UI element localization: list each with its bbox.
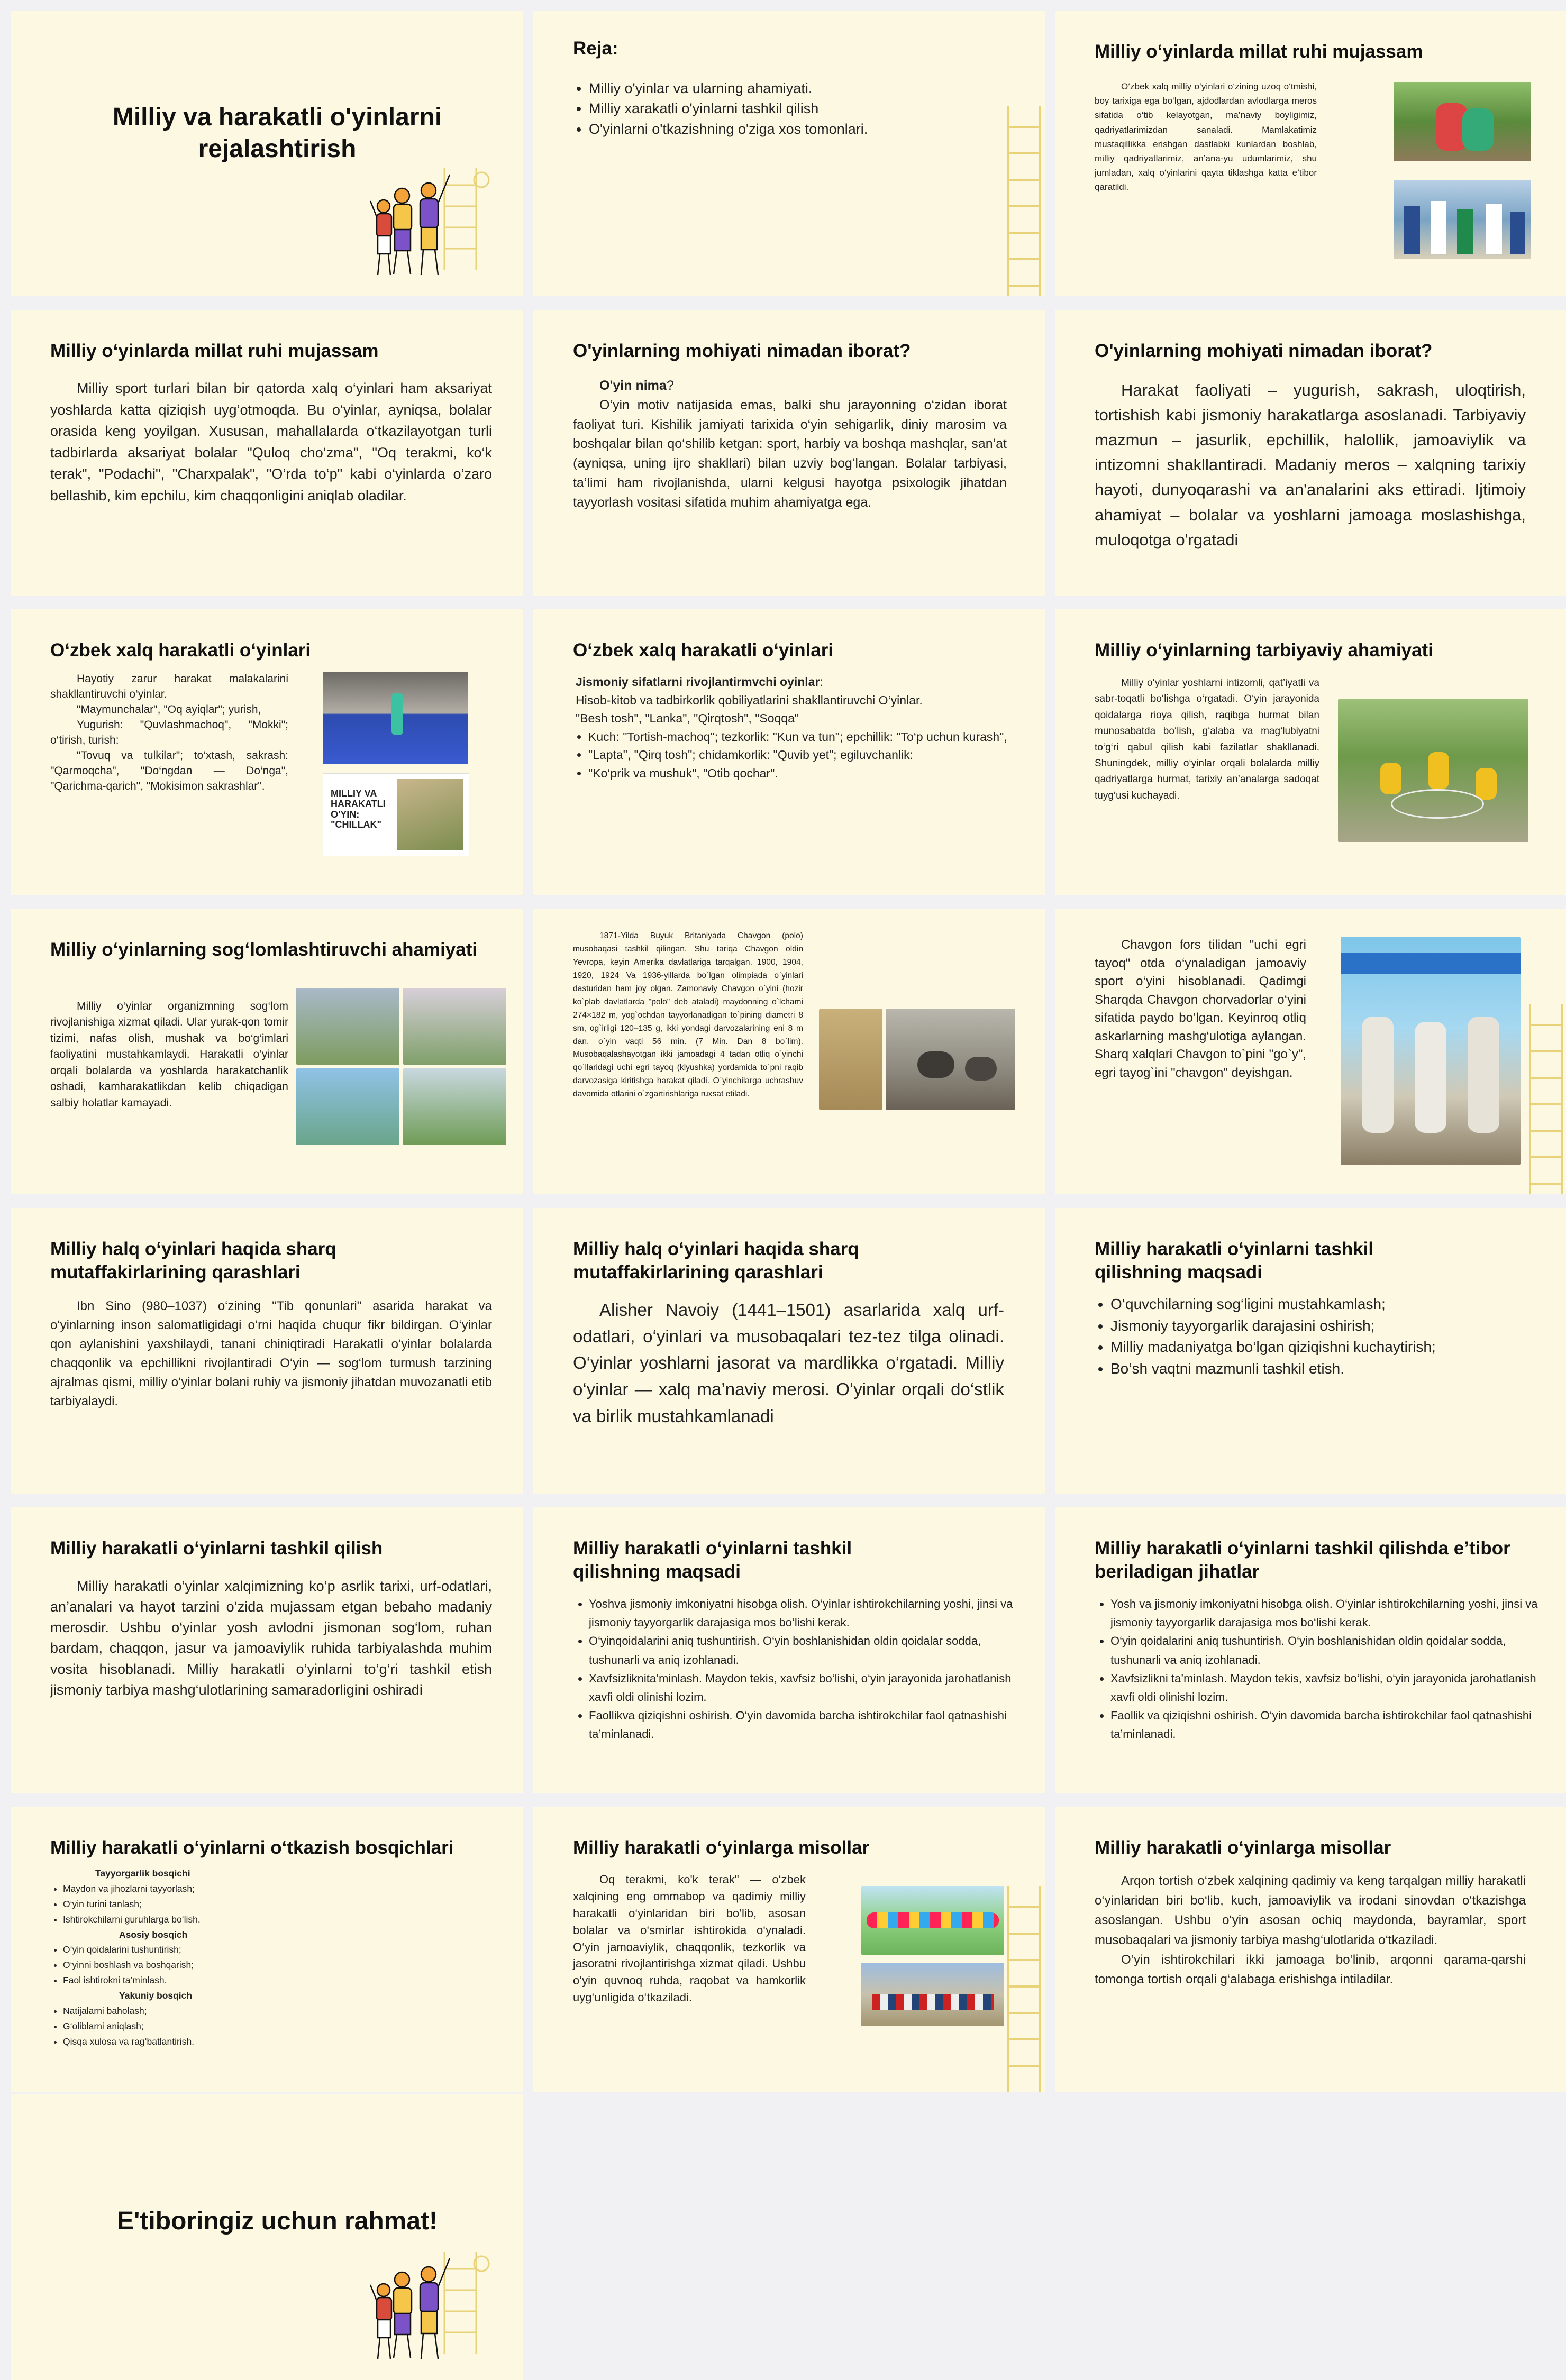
- question-label: O'yin nima: [599, 378, 667, 393]
- stages-body: Tayyorgarlik bosqichi • Maydon va jihozlarni tayyorlash; • O‘yin turini tanlash; • Ishtirokchilarni guruhlarga bo‘lish. Asosiy bosqich • O‘yin qoidalarini tushuntirish; • O‘yinni boshlash va boshqarish; • Faol ishtirokni ta’minlash. Yakuniy bosqich • Natijalarni baholash; • G‘oliblarni aniqlash; • Qisqa xulosa va rag‘batlantirish.: [50, 1866, 315, 2049]
- slide-21-examples-2[interactable]: [1055, 1807, 1566, 2092]
- goals-detail-list: [573, 1595, 1023, 1744]
- health-photo-2: [403, 988, 506, 1065]
- slide-10-health[interactable]: [11, 909, 523, 1194]
- slide-11-text: 1871-Yilda Buyuk Britaniyada Chavgon (polo) musobaqasi tashkil qilingan. Shu tariqa Chavgon oldin Yevropa, keyin Amerika davlatlariga tarqalgan. 1900, 1904, 1920, 1924 Va 1936-yillarda bo`lgan olimpiada o`yinlari dasturidan ham joy olgan. Zamonaviy Chavgon o`yini (hozir ko`plab davlatlarda "polo" deb ataladi) maydonning o`lchami 274×182 m, yog`ochdan tayyorlanadigan to`pining diametri 8 sm, og`irligi 120–135 g, ikki yondagi darvozalarining eni 8 m dan, o`yin vaqti 56 min. (7 Min. Dan 8 bo`lim). Musobaqalashayotgan ikki jamoadagi 4 tadan otliq o`yinchi qo`llaridagi uchi egri tayoq (klyushka) yordamida to`pni raqib darvozasiga kiritishga harakat qiladi. O`yinchilarga uchrashuv davomida otlarini o`zgartirishlariga ruxsat etiladi.: [573, 931, 803, 1099]
- slide-8-uzbek-games-2[interactable]: [533, 609, 1045, 895]
- list-item: • Xavfsizlikni ta’minlash. Maydon tekis, xavfsiz bo‘lishi, o‘yin jarayonida jarohatlanish xavfi oldi olinishi lozim.: [1110, 1669, 1544, 1706]
- slide-15-goals[interactable]: [1055, 1208, 1566, 1494]
- slide-17-heading: Milliy harakatli o‘yinlarni tashkil qilishning maqsadi: [573, 1538, 852, 1582]
- slide-22-thanks[interactable]: [11, 2094, 523, 2380]
- list-item: • O‘quvchilarning sog‘ligini mustahkamlash;: [1110, 1294, 1544, 1315]
- slide-4-heading: Milliy o‘yinlarda millat ruhi mujassam: [50, 341, 379, 361]
- slide-8-body: Jismoniy sifatlarni rivojlantirmvchi oyinlar: Hisob-kitob va tadbirkorlik qobiliyatlarini shakllantiruvchi O‘yinlar. "Besh tosh", "Lanka", "Qirqtosh", "Soqqa" • Kuch: "Tortish-machoq"; tezkorlik: "Kun va tun"; epchillik: "To‘p uchun kurash", • "Lapta", "Qirq tosh"; chidamkorlik: "Quvib yet"; egiluvchanlik: • "Ko‘prik va mushuk", "Otib qochar".: [576, 673, 1009, 782]
- horsemen-photo: [1341, 937, 1521, 1165]
- slide-13-ibn-sino[interactable]: [11, 1208, 523, 1494]
- attention-list: [1095, 1595, 1544, 1744]
- list-item: • Yoshva jismoniy imkoniyatni hisobga olish. O‘yinlar ishtirokchilarning yoshi, jinsi va jismoniy tayyorgarlik darajasiga mos bo‘lishi kerak.: [589, 1595, 1023, 1632]
- slide-1-heading: Milliy va harakatli o'yinlarni rejalashtirish: [112, 103, 442, 163]
- slide-10-text: Milliy o‘yinlar organizmning sog‘lom rivojlanishiga xizmat qiladi. Ular yurak-qon tomir tizimi, nafas olish, mushak va bo‘g‘imlari faoliyatini mustahkamlaydi. Harakatli o‘yinlar orqali bolalarda va yoshlarda harakatchanlik oshadi, kamharakatlikdan kelib chiqadigan salbiy holatlar kamayadi.: [50, 1000, 288, 1109]
- list-item: • Faollikva qiziqishni oshirish. O‘yin davomida barcha ishtirokchilar faol qatnashishi ta’minlanadi.: [589, 1706, 1023, 1743]
- slide-20-heading: Milliy harakatli o‘yinlarga misollar: [573, 1837, 870, 1858]
- list-item: • Milliy o'yinlar va ularning ahamiyati.: [589, 78, 959, 98]
- chavgon-painting-photo: [819, 1009, 882, 1110]
- slide-16-heading: Milliy harakatli o‘yinlarni tashkil qilish: [50, 1538, 383, 1559]
- slide-9-heading: Milliy o‘yinlarning tarbiyaviy ahamiyati: [1095, 640, 1433, 661]
- list-item: • O‘yinqoidalarini aniq tushuntirish. O‘yin boshlanishidan oldin qoidalar sodda, tushunarli va aniq izohlanadi.: [589, 1632, 1023, 1669]
- slide-5-heading: O'yinlarning mohiyati nimadan iborat?: [573, 341, 911, 361]
- slide-14-heading: Milliy halq o‘yinlari haqida sharq mutaffakirlarining qarashlari: [573, 1239, 859, 1283]
- chavgon-riders-photo: [886, 1009, 1015, 1110]
- list-item: • Xavfsizliknita’minlash. Maydon tekis, xavfsiz bo‘lishi, o‘yin jarayonida jarohatlanish xavfi oldi olinishi lozim.: [589, 1669, 1023, 1706]
- slide-3-text: O‘zbek xalq milliy o‘yinlari o‘zining uzoq o‘tmishi, boy tarixiga ega bo‘lgan, ajdodlardan avlodlarga meros sifatida o‘tib kelayotgan, ma’naviy boyligimiz, qadriyatlarimizdan sanaladi. Mamlakatimiz mustaqillikka erishgan dastlabki kunlardan boshlab, milliy qadriyatlarimiz, an’ana-yu udumlarimiz, shu jumladan, xalq o‘yinlarini qayta tiklashga katta e’tibor qaratildi.: [1095, 81, 1317, 193]
- slide-3-national-spirit[interactable]: [1055, 11, 1566, 296]
- chillak-poster: [323, 773, 469, 856]
- plan-list: [573, 78, 959, 139]
- slide-9-text: Milliy o‘yinlar yoshlarni intizomli, qat’iyatli va sabr-toqatli bo‘lishga o‘rgatadi. O‘yin jarayonida qoidalarga rioya qilish, raqibga hurmat bilan munosabatda bo‘lish, g‘alaba va mag‘lubiyatni to‘g‘ri qabul qilish kabi fazilatlar shakllanadi. Shuningdek, milliy o‘yinlar orqali bolalarda milliy qadriyatlarga hurmat, tarixiy an’analarga sadoqat tuyg‘usi kuchayadi.: [1095, 678, 1319, 801]
- list-item: • O'yinlarni o'tkazishning o'ziga xos tomonlari.: [589, 119, 959, 139]
- slide-5-text: O‘yin motiv natijasida emas, balki shu jarayonning o‘zidan iborat faoliyat turi. Kishilik jamiyati tarixida o‘yin sehigarlik, diniy marosim va boshqalar bilan qo‘shilib ketgan: sport, harbiy va boshqa mashqlar, san’at (ayniqsa, uning ijro shakllari) bilan uzviy bog‘langan. Bolalar tarbiyasi, ta’limi ham rivojlanishda, ularni kelgusi hayotga psixologik jihatdan tayyorlash vositasi sifatida muhim ahamiyatga ega.: [573, 397, 1007, 510]
- list-item: • Maydon va jihozlarni tayyorlash;: [63, 1881, 315, 1897]
- boys-playing-photo: [1338, 699, 1528, 842]
- decorative-ladder-lines: [1003, 1886, 1045, 2092]
- slide-16-organize[interactable]: [11, 1507, 523, 1793]
- health-photo-1: [296, 988, 399, 1065]
- slide-21-heading: Milliy harakatli o‘yinlarga misollar: [1095, 1837, 1391, 1858]
- wrestling-photo: [1394, 82, 1531, 161]
- decorative-ladder-lines: [1525, 1004, 1566, 1194]
- slide-7-body: Hayotiy zarur harakat malakalarini shakllantiruvchi o‘yinlar. "Maymunchalar", "Oq ayiqlar"; yurish, Yugurish: "Quvlashmachoq", "Mokki"; o‘tirish, turish: "Tovuq va tulkilar"; to‘xtash, sakrash: "Qarmoqcha", "Do‘ngdan — Do‘nga", "Qarichma-qarich", "Mokisimon sakrashlar".: [50, 673, 288, 792]
- slide-6-text: Harakat faoliyati – yugurish, sakrash, uloqtirish, tortishish kabi jismoniy harakatlarga asoslanadi. Tarbiyaviy mazmun – jasurlik, epchillik, halollik, jamoaviylik va intizomni shakllantiradi. Madaniy meros – xalqning tarixiy hayoti, dunyoqarashi va an'analarini aks ettiradi. Ijtimoiy ahamiyat – bolalar va yoshlarni jamoaga moslashishga, muloqotga o'rgatadi: [1095, 381, 1526, 549]
- slide-7-heading: O‘zbek xalq harakatli o‘yinlari: [50, 640, 311, 661]
- children-field-photo: [861, 1963, 1004, 2026]
- health-photo-3: [296, 1068, 399, 1145]
- slide-4-text: Milliy sport turlari bilan bir qatorda xalq o‘yinlari ham aksariyat yoshlarda katta qiziqish uyg‘otmoqda. Bu o‘yinlar, ayniqsa, bolalar orasida keng yoyilgan. Xususan, mahallalarda o‘tkazilayotgan turli tadbirlarda aksariyat bolalar "Quloq cho‘zma", "Oq terakmi, ko‘k terak", "Podachi", "Charxpalak", "O‘rda to‘p" kabi o‘yinlarda o‘zaro bellashib, kim epchilu, kim chaqqonligini aniqlab oladilar.: [50, 380, 492, 504]
- list-item: • Jismoniy tayyorgarlik darajasini oshirish;: [1110, 1315, 1544, 1337]
- oq-terak-illustration: [861, 1886, 1004, 1955]
- auditorium-photo: [323, 672, 468, 764]
- list-item: • O‘yinni boshlash va boshqarish;: [63, 1957, 315, 1973]
- slide-12-chavgon[interactable]: [1055, 909, 1566, 1194]
- list-item: • "Lapta", "Qirq tosh"; chidamkorlik: "Quvib yet"; egiluvchanlik:: [588, 746, 1009, 764]
- list-item: • Yosh va jismoniy imkoniyatni hisobga olish. O‘yinlar ishtirokchilarning yoshi, jinsi va jismoniy tayyorgarlik darajasiga mos bo‘lishi kerak.: [1110, 1595, 1544, 1632]
- slide-19-stages[interactable]: [11, 1807, 523, 2092]
- people-group-illustration: [370, 2248, 497, 2369]
- list-item: • Milliy madaniyatga bo‘lgan qiziqishni kuchaytirish;: [1110, 1337, 1544, 1358]
- list-item: • Faollik va qiziqishni oshirish. O‘yin davomida barcha ishtirokchilar faol qatnashishi ta’minlanadi.: [1110, 1706, 1544, 1743]
- slide-12-text: Chavgon fors tilidan "uchi egri tayoq" otda o‘ynaladigan jamoaviy sport o‘yini hisoblanadi. Qadimgi Sharqda Chavgon chorvadorlar o‘yini sifatida paydo bo‘lgan. Keyinroq otliq askarlarning mashg‘ulotiga aylangan. Sharq xalqlari Chavgon to`pini "go`y", egri tayog`ini "chavgon" deyishgan.: [1095, 938, 1306, 1080]
- poster-text: MILLIY VA HARAKATLI O'YIN: "CHILLAK": [331, 788, 386, 830]
- people-group-illustration: [370, 164, 497, 286]
- slide-14-navoiy[interactable]: [533, 1208, 1045, 1494]
- list-item: • Bo‘sh vaqtni mazmunli tashkil etish.: [1110, 1358, 1544, 1380]
- slide-5-body: O'yin nima? O‘yin motiv natijasida emas, balki shu jarayonning o‘zidan iborat faoliyat turi. Kishilik jamiyati tarixida o‘yin sehigarlik, diniy marosim va boshqalar bilan qo‘shilib ketgan: sport, harbiy va boshqa mashqlar, san’at (ayniqsa, uning ijro shakllari) bilan uzviy bog‘langan. Bolalar tarbiyasi, ta’limi ham rivojlanishda, ularni kelgusi hayotga psixologik jihatdan tayyorlash vositasi sifatida muhim ahamiyatga ega.: [573, 376, 1007, 512]
- slide-14-text: Alisher Navoiy (1441–1501) asarlarida xalq urf-odatlari, o‘yinlari va musobaqalari tez-tez tilga olinadi. O‘yinlar yoshlarni jasorat va mardlikka o‘rgatadi. Milliy o‘yinlar — xalq ma’naviy merosi. O‘yinlar orqali do‘stlik va birlik mustahkamlanadi: [573, 1300, 1004, 1426]
- children-game-photo: [1394, 180, 1531, 259]
- slide-20-examples[interactable]: [533, 1807, 1045, 2092]
- slide-9-educational[interactable]: [1055, 609, 1566, 895]
- slide-18-heading: Milliy harakatli o‘yinlarni tashkil qilishda e’tibor beriladigan jihatlar: [1095, 1538, 1510, 1582]
- slide-6-heading: O'yinlarning mohiyati nimadan iborat?: [1095, 341, 1433, 361]
- list-item: • Ishtirokchilarni guruhlarga bo‘lish.: [63, 1912, 315, 1927]
- slide-7-uzbek-games[interactable]: [11, 609, 523, 895]
- slide-5-essence[interactable]: [533, 310, 1045, 596]
- slide-22-heading: E'tiboringiz uchun rahmat!: [116, 2207, 438, 2235]
- slide-20-text: Oq terakmi, ko'k terak" — o‘zbek xalqining eng ommabop va qadimiy milliy harakatli o‘yinlaridan biri bo‘lib, asosan bolalar va o‘smirlar ishtirokida o‘ynaladi. O‘yin jamoaviylik, chaqqonlik, tezkorlik va jasoratni rivojlantirishga xizmat qiladi. Ushbu o‘yin quvnoq ruhda, raqobat va hamkorlik uyg‘unligida o‘tkaziladi.: [573, 1873, 806, 2004]
- list-item: • "Ko‘prik va mushuk", "Otib qochar".: [588, 764, 1009, 783]
- slide-15-heading: Milliy harakatli o‘yinlarni tashkil qilishning maqsadi: [1095, 1239, 1374, 1283]
- list-item: • Kuch: "Tortish-machoq"; tezkorlik: "Kun va tun"; epchillik: "To‘p uchun kurash",: [588, 728, 1009, 746]
- slide-2-plan[interactable]: [533, 11, 1045, 296]
- slide-8-heading: O‘zbek xalq harakatli o‘yinlari: [573, 640, 834, 661]
- slide-6-essence-2[interactable]: [1055, 310, 1566, 596]
- slide-13-text: Ibn Sino (980–1037) o‘zining "Tib qonunlari" asarida harakat va o‘yinlarning inson salomatligidagi o‘rni haqida chuqur fikr bildirgan. O‘yinlar qon aylanishini yaxshilaydi, tanani chiniqtiradi Harakatli o‘yinlar bolalarda chaqqonlik va epchillikni rivojlantiradi O‘yin — sog‘lom turmush tarzining ajralmas qismi, milliy o‘yinlar bolani ruhiy va jismoniy jihatdan muvozanatli etib tarbiyalaydi.: [50, 1299, 492, 1408]
- slide-16-text: Milliy harakatli o‘yinlar xalqimizning ko‘p asrlik tarixi, urf-odatlari, an’analari va hayot tarzini o‘zida mujassam etgan bebaho madaniy merosdir. Ushbu o‘yinlar yosh avlodni jismonan sog‘lom, ruhan bardam, chaqqon, jasur va jamoaviylik ruhida tarbiyalashda muhim vosita hisoblanadi. Milliy harakatli o‘yinlarni to‘g‘ri tashkil etish jismoniy tarbiya mashg‘ulotlarining samaradorligini oshiradi: [50, 1578, 492, 1698]
- slide-1-title[interactable]: [11, 11, 523, 296]
- decorative-ladder-lines: [1003, 106, 1045, 296]
- slide-4-national-spirit-2[interactable]: [11, 310, 523, 596]
- slide-13-heading: Milliy halq o‘yinlari haqida sharq mutaffakirlarining qarashlari: [50, 1239, 336, 1283]
- list-item: • Qisqa xulosa va rag‘batlantirish.: [63, 2034, 315, 2049]
- slide-2-heading: Reja:: [573, 38, 618, 59]
- list-item: • Natijalarni baholash;: [63, 2003, 315, 2019]
- list-item: • G‘oliblarni aniqlash;: [63, 2019, 315, 2034]
- slide-3-heading: Milliy o‘yinlarda millat ruhi mujassam: [1095, 41, 1423, 62]
- slide-21-body: Arqon tortish o‘zbek xalqining qadimiy va keng tarqalgan milliy harakatli o‘yinlaridan biri bo‘lib, kuch, jamoaviylik va irodani sinovdan o‘tkazishga asoslangan. Ushbu o‘yin asosan ochiq maydonda, bayramlar, sport musobaqalari va jismoniy tarbiya mashg‘ulotlarida o‘tkaziladi. O‘yin ishtirokchilari ikki jamoaga bo‘linib, arqonni qarama-qarshi tomonga tortish orqali g‘alabaga erishishga intiladilar.: [1095, 1874, 1526, 1987]
- goals-list: [1095, 1294, 1544, 1379]
- slide-11-chavgon-history[interactable]: [533, 909, 1045, 1194]
- slide-17-goals-2[interactable]: [533, 1507, 1045, 1793]
- health-photo-4: [403, 1068, 506, 1145]
- slide-19-heading: Milliy harakatli o‘yinlarni o‘tkazish bosqichlari: [50, 1837, 454, 1858]
- list-item: • Faol ishtirokni ta’minlash.: [63, 1973, 315, 1988]
- list-item: • Milliy xarakatli o'yinlarni tashkil qilish: [589, 98, 959, 118]
- slide-10-heading: Milliy o‘yinlarning sog‘lomlashtiruvchi ahamiyati: [50, 939, 478, 960]
- list-item: • O‘yin qoidalarini aniq tushuntirish. O‘yin boshlanishidan oldin qoidalar sodda, tushunarli va aniq izohlanadi.: [1110, 1632, 1544, 1669]
- list-item: • O‘yin turini tanlash;: [63, 1897, 315, 1912]
- list-item: • O‘yin qoidalarini tushuntirish;: [63, 1942, 315, 1957]
- slide-18-attention[interactable]: [1055, 1507, 1566, 1793]
